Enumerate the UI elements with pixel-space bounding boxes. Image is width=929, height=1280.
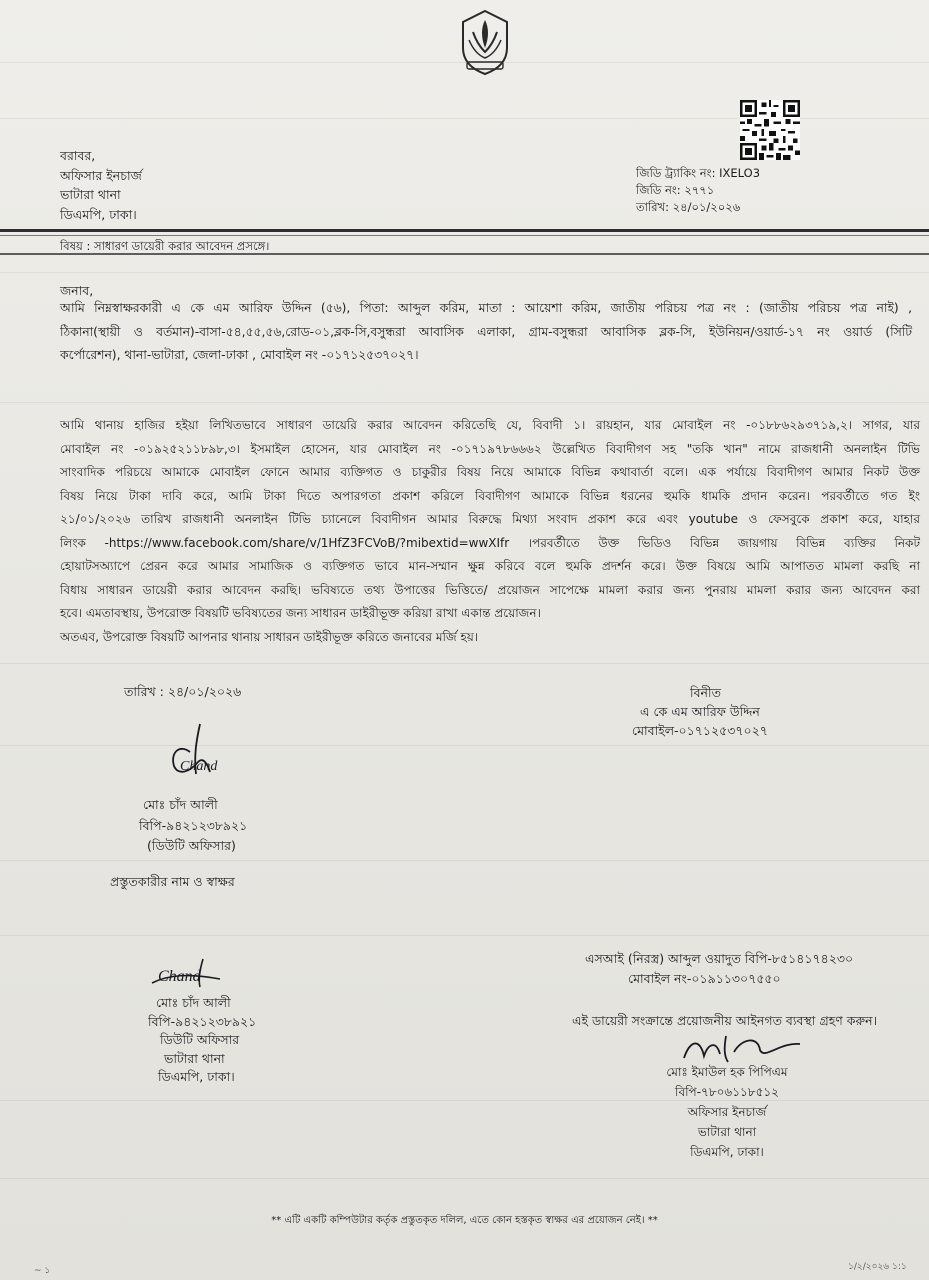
body-line: হোয়াটসঅ্যাপে প্রেরন করে আমার সামাজিক ও ব্যক্তিগত ভাবে মান-সম্মান ক্ষুন্ন করিবে বলে হুমকি প্রদর্শন করে। উক্ত বিষয়ে আমি আপাতত মামলা করছি না xyxy=(60,559,920,573)
body-line: ২১/০১/২০২৬ তারিখ রাজধানী অনলাইন টিভি চ্যানেলে বিবাদীগন আমার বিরুদ্ধে মিথ্যা সংবাদ প্রকাশ করে এবং youtube ও ফেসবুকে প্রকাশ করে, যাহার xyxy=(60,512,920,526)
divider xyxy=(0,235,929,236)
body-line: মোবাইল নং -০১৯২৫২১১৮৯৮,৩। ইসমাইল হোসেন, যার মোবাইল নং -০১৭১৯৭৮৬৬৬২ উল্লেখিত বিবাদীগণ সহ "তকি খান" নামে রাজধানী অনলাইন টিভি xyxy=(60,441,920,456)
divider xyxy=(0,229,929,232)
oc-name: মোঃ ইমাউল হক পিপিএম xyxy=(666,1065,788,1079)
directive-text: এই ডায়েরী সংক্রান্তে প্রয়োজনীয় আইনগত ব্যবস্থা গ্রহণ করুন। xyxy=(572,1013,878,1028)
gd-info-block xyxy=(636,165,760,216)
addressee-line: ডিএমপি, ঢাকা। xyxy=(60,206,137,222)
intro-line: কর্পোরেশন), থানা-ভাটারা, জেলা-ঢাকা , মোবাইল নং -০১৭১২৫৩৭০২৭। xyxy=(60,348,419,362)
si-block xyxy=(585,949,853,989)
gd-tracking-number: জিডি ট্র্যাকিং নং: IXELO3 xyxy=(636,166,761,180)
gd-number: জিডি নং: ২৭৭১ xyxy=(636,183,715,197)
oc-block xyxy=(642,1062,812,1162)
si-name: এসআই (নিরস্ত্র) আব্দুল ওয়াদুত বিপি-৮৫১৪১৭৪২৩০ xyxy=(585,951,854,966)
duty-officer-signature xyxy=(148,955,228,995)
preparer-caption: প্রস্তুতকারীর নাম ও স্বাক্ষর xyxy=(110,874,235,889)
applicant-mobile: মোবাইল-০১৭১২৫৩৭০২৭ xyxy=(632,723,768,738)
body-paragraph xyxy=(60,414,920,649)
footer-note: ** এটি একটি কম্পিউটার কর্তৃক প্রস্তুতকৃত দলিল, এতে কোন হস্তকৃত স্বাক্ষর এর প্রয়োজন নেই। ** xyxy=(271,1215,658,1226)
body-line: বিধায় সাধারন ডায়েরী করার আবেদন করছি। ভবিষ্যতে তথ্য উপাত্তের ভিত্তিতে/ প্রয়োজন সাপেক্ষে মামলা করার জন্য পুনরায় মামলা করার জন্য আবেদন করা xyxy=(60,582,920,597)
gd-date: তারিখ: ২৪/০১/২০২৬ xyxy=(636,200,741,214)
applicant-block xyxy=(632,683,812,740)
addressee-line: ভাটারা থানা xyxy=(60,187,121,202)
duty-officer-name: মোঃ চাঁদ আলী xyxy=(156,995,231,1010)
body-line: আমি থানায় হাজির হইয়া লিখিতভাবে সাধারণ ডায়েরি করার আবেদন করিতেছি যে, বিবাদী ১। রায়হান, যার মোবাইল নং -০১৮৮৬২৯৩৭১৯,২। সাগর, যার xyxy=(60,418,920,432)
body-line: লিংক -https://www.facebook.com/share/v/1HfZ3FCVoB/?mibextid=wwXIfr ।পরবর্তীতে উক্ত ভিডিও বিভিন্ন জায়গায় বিভিন্ন ব্যক্তির নিকট xyxy=(60,535,920,550)
oc-bp: বিপি-৭৮০৬১১৮৫১২ xyxy=(675,1085,779,1099)
duty-officer-role: ডিউটি অফিসার xyxy=(160,1032,240,1047)
subject-line: বিষয় : সাধারণ ডায়েরী করার আবেদন প্রসঙ্গে। xyxy=(60,239,270,253)
closing-word: বিনীত xyxy=(690,685,721,700)
applicant-name: এ কে এম আরিফ উদ্দিন xyxy=(640,704,760,719)
oc-title: অফিসার ইনচার্জ xyxy=(687,1105,767,1119)
body-line: হবে। এমতাবস্থায়, উপরোক্ত বিষয়টি ভবিষ্যতের জন্য সাধারন ডাইরীভূক্ত করিয়া রাখা একান্ত প্রয়োজন। xyxy=(60,606,541,620)
police-emblem-icon xyxy=(455,8,515,78)
preparer-block xyxy=(139,795,247,857)
intro-paragraph xyxy=(60,297,912,368)
salutation: জনাব, xyxy=(60,283,94,298)
duty-officer-block xyxy=(148,994,256,1087)
oc-station: ভাটারা থানা xyxy=(697,1125,757,1139)
addressee-line: বরাবর, xyxy=(60,148,96,163)
application-date: তারিখ : ২৪/০১/২০২৬ xyxy=(124,684,242,699)
intro-line: ঠিকানা(স্থায়ী ও বর্তমান)-বাসা-৫৪,৫৫,৫৬,রোড-০১,ব্লক-সি,বসুন্ধরা আবাসিক এলাকা, গ্রাম-বসুন্ধরা আবাসিক ব্লক-সি, ইউনিয়ন/ওয়ার্ড-১৭ নং ওয়ার্ড (সিটি xyxy=(60,324,912,339)
body-line: অতএব, উপরোক্ত বিষয়টি আপনার থানায় সাধারন ডাইরীভূক্ত করিতে জনাবের মর্জি হয়। xyxy=(60,629,479,644)
qr-code xyxy=(740,100,800,160)
body-line: বিষয় নিয়ে টাকা দাবি করে, আমি টাকা দিতে অপারগতা প্রকাশ করিলে বিবাদীগণ আমাকে বিভিন্ন ধরনের হুমকি ধামকি প্রদান করেন। পরবর্তীতে গত ইং xyxy=(60,488,920,503)
duty-officer-bp: বিপি-৯৪২১২৩৮৯২১ xyxy=(148,1013,257,1029)
si-mobile: মোবাইল নং-০১৯১১৩০৭৫৫০ xyxy=(628,971,781,986)
intro-line: আমি নিম্নস্বাক্ষরকারী এ কে এম আরিফ উদ্দিন (৫৬), পিতা: আব্দুল করিম, মাতা : আয়েশা করিম, জাতীয় পরিচয় পত্র নং : (জাতীয় পরিচয় পত্র নাই) , xyxy=(60,301,912,315)
preparer-bp: বিপি-৯৪২১২৩৮৯২১ xyxy=(139,817,248,833)
duty-officer-signature-text: Chand xyxy=(158,968,201,985)
addressee-block xyxy=(60,146,142,224)
preparer-signature-text: Chand xyxy=(180,759,218,774)
body-line: সাংবাদিক পরিচয়ে আমাকে মোবাইল ফোনে আমার ব্যক্তিগত ও চাকুরীর বিষয় নিয়ে আমাকে বিভিন্ন কথাবার্তা বলে। এক পর্যায়ে বিবাদীগণ আমার নিকট উক্ত xyxy=(60,465,920,479)
preparer-role: (ডিউটি অফিসার) xyxy=(147,838,236,853)
duty-officer-unit: ডিএমপি, ঢাকা। xyxy=(158,1069,235,1084)
addressee-line: অফিসার ইনচার্জ xyxy=(60,167,142,183)
page-marker-right: ১/২/২০২৬ ১:১ xyxy=(848,1262,907,1272)
preparer-name: মোঃ চাঁদ আলী xyxy=(143,797,218,812)
duty-officer-station: ভাটারা থানা xyxy=(164,1050,225,1066)
oc-unit: ডিএমপি, ঢাকা। xyxy=(690,1145,764,1159)
page-marker-left: ~ ১ xyxy=(34,1266,51,1276)
preparer-signature xyxy=(150,722,220,782)
